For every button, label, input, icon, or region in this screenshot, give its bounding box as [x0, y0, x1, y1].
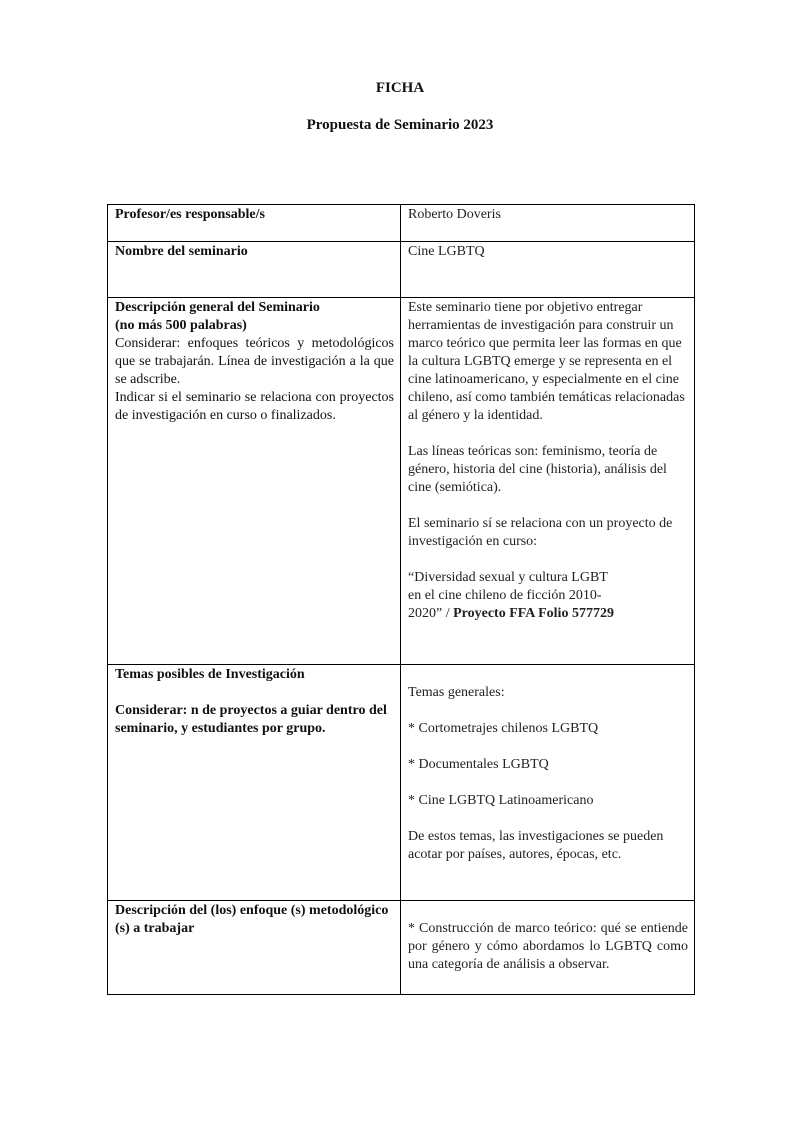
quote-end: 2020” / — [408, 606, 454, 621]
descripcion-paragraph-lineas: Las líneas teóricas son: feminismo, teoría de género, historia del cine (historia), análisis del cine (semiótica). — [408, 444, 667, 495]
profesor-value-cell — [401, 205, 695, 242]
descripcion-value-cell — [401, 298, 695, 665]
row-profesor — [108, 205, 695, 242]
temas-item-documentales: * Documentales LGBTQ — [408, 757, 549, 772]
enfoque-value-cell — [401, 901, 695, 995]
descripcion-quote-line2: en el cine chileno de ficción 2010- — [408, 588, 602, 603]
descripcion-quote-line1: “Diversidad sexual y cultura LGBT — [408, 570, 608, 585]
descripcion-paragraph-objetivo: Este seminario tiene por objetivo entregar herramientas de investigación para construir un marco teórico que permita leer las formas en que la cultura LGBTQ emerge y se representa en el cine latinoamericano, y especialmente en el cine chileno, así como también temáticas relacionadas al género y la identidad. — [408, 300, 685, 423]
page-title: FICHA — [375, 80, 425, 96]
temas-label: Temas posibles de Investigación — [115, 667, 305, 682]
enfoque-label-cell — [108, 901, 401, 995]
nombre-value: Cine LGBTQ — [408, 244, 485, 259]
descripcion-hint-proyectos: Indicar si el seminario se relaciona con proyectos de investigación en curso o finalizados. — [115, 390, 394, 423]
enfoque-label: Descripción del (los) enfoque (s) metodológico (s) a trabajar — [115, 903, 389, 936]
descripcion-paragraph-proyecto: El seminario sí se relaciona con un proyecto de investigación en curso: — [408, 516, 673, 549]
enfoque-value: * Construcción de marco teórico: qué se entiende por género y cómo abordamos lo LGBTQ como una categoría de análisis a observar. — [408, 921, 688, 972]
nombre-label-cell — [108, 242, 401, 298]
temas-value-cell — [401, 665, 695, 901]
nombre-label: Nombre del seminario — [115, 244, 248, 259]
descripcion-label: Descripción general del Seminario — [115, 300, 320, 315]
temas-intro: Temas generales: — [408, 685, 505, 700]
temas-item-cortometrajes: * Cortometrajes chilenos LGBTQ — [408, 721, 599, 736]
temas-label-cell — [108, 665, 401, 901]
page-subtitle: Propuesta de Seminario 2023 — [306, 117, 494, 133]
temas-hint: Considerar: n de proyectos a guiar dentro del seminario, y estudiantes por grupo. — [115, 703, 387, 736]
profesor-value: Roberto Doveris — [408, 207, 501, 222]
row-enfoque — [108, 901, 695, 995]
nombre-value-cell — [401, 242, 695, 298]
row-temas — [108, 665, 695, 901]
row-descripcion — [108, 298, 695, 665]
descripcion-quote-line3 — [408, 605, 688, 623]
descripcion-label-cell — [108, 298, 401, 665]
profesor-label-cell — [108, 205, 401, 242]
descripcion-hint-enfoques: Considerar: enfoques teóricos y metodológicos que se trabajarán. Línea de investigación a la que se adscribe. — [115, 336, 394, 387]
temas-item-latinoamericano: * Cine LGBTQ Latinoamericano — [408, 793, 594, 808]
temas-closing: De estos temas, las investigaciones se pueden acotar por países, autores, épocas, etc. — [408, 829, 664, 862]
project-folio: Proyecto FFA Folio 577729 — [453, 606, 614, 621]
profesor-label: Profesor/es responsable/s — [115, 207, 265, 222]
descripcion-label-note: (no más 500 palabras) — [115, 318, 247, 333]
row-nombre — [108, 242, 695, 298]
proposal-table — [107, 204, 695, 995]
